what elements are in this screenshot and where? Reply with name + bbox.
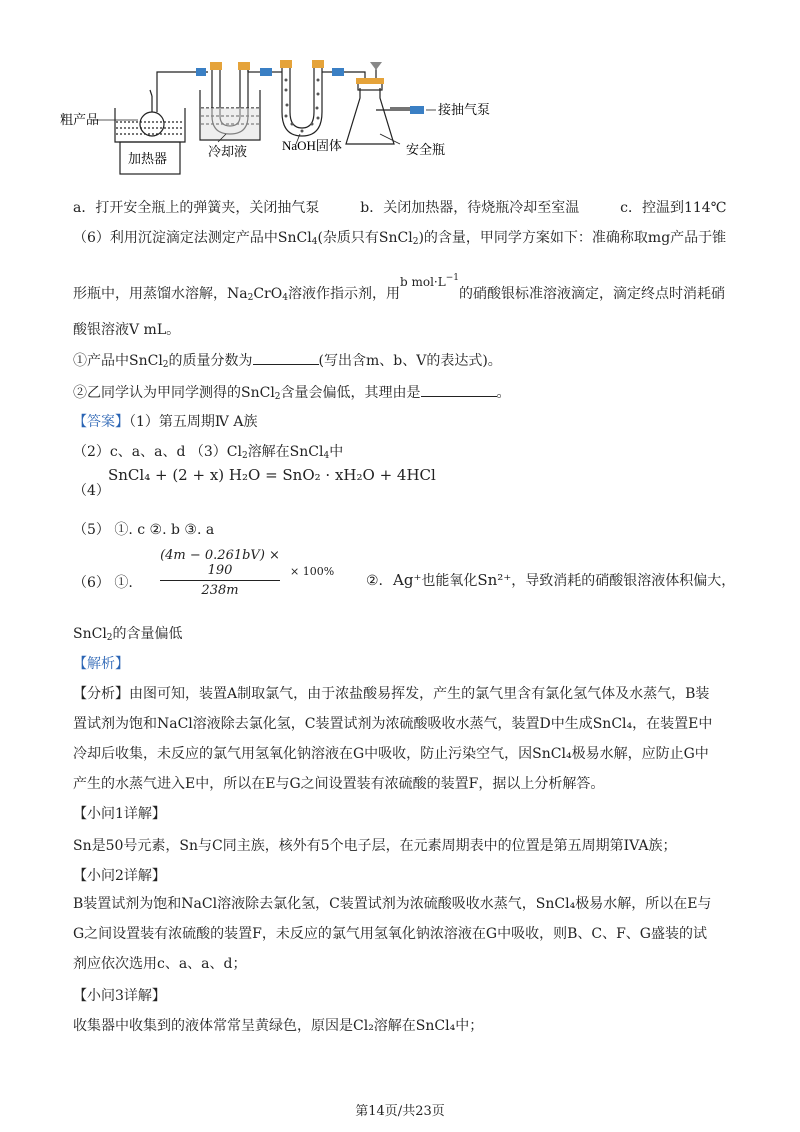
answer-blank-2 bbox=[421, 382, 497, 397]
q6-line1: （6）利用沉淀滴定法测定产品中SnCl$_4$(杂质只有SnCl$_2$)的含量，甲同学方案如下：准确称取mg产品于锥 bbox=[73, 230, 727, 247]
answer-6-part2: ②. Ag⁺也能氧化Sn²⁺，导致消耗的硝酸银溶液体积偏大， bbox=[366, 571, 736, 589]
fraction-denominator: 238m bbox=[201, 583, 239, 598]
q6-sub1: ①产品中SnCl$_2$的质量分数为 (写出含m、b、V的表达式)。 bbox=[73, 350, 502, 375]
option-c: c．控温到114℃ bbox=[620, 200, 727, 216]
label-coolant: 冷却液 bbox=[208, 144, 248, 159]
percent-factor: × 100% bbox=[290, 565, 335, 578]
detail-q2-l2: G之间设置装有浓硫酸的装置F，未反应的氯气用氢氧化钠浓溶液在G中吸收，则B、C、F、G盛装的试 bbox=[73, 926, 707, 942]
detail-q2-l3: 剂应依次选用c、a、a、d； bbox=[73, 956, 247, 972]
label-pump: 接抽气泵 bbox=[438, 102, 491, 117]
answer-4-equation: SnCl₄ + (2 + x) H₂O = SnO₂ · xH₂O + 4HCl bbox=[108, 466, 436, 484]
safety-flask bbox=[346, 88, 394, 144]
bath bbox=[115, 108, 185, 142]
detail-q1: Sn是50号元素，Sn与C同主族，核外有5个电子层，在元素周期表中的位置是第五周期第IVA族； bbox=[73, 838, 677, 854]
analysis-tag: 【解析】 bbox=[73, 656, 129, 672]
q6-line2: 形瓶中，用蒸馏水溶解，$Na_2CrO_4$溶液作指示剂，用b $mol\cdot L^{-1}$的硝酸银标准溶液滴定，滴定终点时消耗硝 bbox=[73, 273, 725, 303]
label-safety: 安全瓶 bbox=[406, 142, 446, 157]
answer-line5: （5） ①. c ②. b ③. a bbox=[73, 522, 215, 538]
label-heater: 加热器 bbox=[128, 151, 168, 166]
heading-q2: 【小问2详解】 bbox=[73, 868, 166, 884]
detail-q2-l1: B装置试剂为饱和NaCl溶液除去氯化氢，C装置试剂为浓硫酸吸收水蒸气，SnCl₄极易水解，所以在E与 bbox=[73, 896, 712, 912]
answer-line1: 【答案】（1）第五周期Ⅳ A族 bbox=[73, 414, 258, 430]
apparatus-diagram bbox=[60, 50, 520, 180]
stopper-orange bbox=[210, 62, 222, 70]
answer-6-label: （6） ①. bbox=[73, 575, 133, 591]
answer-4-label: （4） bbox=[73, 483, 110, 499]
detail-q3: 收集器中收集到的液体常常呈黄绿色，原因是Cl₂溶解在SnCl₄中； bbox=[73, 1018, 484, 1034]
spring-clamp bbox=[370, 62, 382, 70]
answer-6-fraction bbox=[160, 548, 280, 598]
concentration-unit: b $mol\cdot L^{-1}$ bbox=[399, 273, 459, 289]
heading-q3: 【小问3详解】 bbox=[73, 988, 166, 1004]
q6-sub2: ②乙同学认为甲同学测得的SnCl$_2$含量会偏低，其理由是 。 bbox=[73, 382, 511, 407]
heading-q1: 【小问1详解】 bbox=[73, 806, 166, 822]
fraction-numerator: (4m − 0.261bV) × 190 bbox=[160, 548, 280, 578]
answer-blank-1 bbox=[253, 350, 319, 365]
answer-line2: （2）c、a、a、d $(3)Cl_2$溶解在SnCl$_4$中 bbox=[73, 444, 344, 461]
answer-line7: SnCl$_2$的含量偏低 bbox=[73, 626, 183, 643]
option-b: b．关闭加热器，待烧瓶冷却至室温 bbox=[360, 200, 580, 216]
page-footer: 第14页/共23页 bbox=[355, 1104, 445, 1119]
q6-line3: 酸银溶液V mL。 bbox=[73, 322, 181, 338]
analysis-p1-l3: 冷却后收集，未反应的氯气用氢氧化钠溶液在G中吸收，防止污染空气，因SnCl₄极易水解，应防止G中 bbox=[73, 746, 709, 762]
analysis-p1-l4: 产生的水蒸气进入E中，所以在E与G之间设置装有浓硫酸的装置F，据以上分析解答。 bbox=[73, 776, 605, 792]
label-crude: 粗产品 bbox=[60, 112, 100, 127]
connector-blue bbox=[196, 68, 206, 76]
answer-tag: 【答案】 bbox=[73, 414, 129, 430]
option-a: a．打开安全瓶上的弹簧夹，关闭抽气泵 bbox=[73, 200, 320, 216]
label-naoh: NaOH固体 bbox=[282, 138, 342, 153]
options-line bbox=[73, 198, 726, 218]
u-tube-2 bbox=[282, 68, 322, 136]
flask bbox=[140, 112, 164, 136]
analysis-p1-l1: 【分析】由图可知，装置A制取氯气，由于浓盐酸易挥发，产生的氯气里含有氯化氢气体及水蒸气，B装 bbox=[73, 686, 710, 702]
analysis-p1-l2: 置试剂为饱和NaCl溶液除去氯化氢，C装置试剂为浓硫酸吸收水蒸气，装置D中生成SnCl₄，在装置E中 bbox=[73, 716, 713, 732]
